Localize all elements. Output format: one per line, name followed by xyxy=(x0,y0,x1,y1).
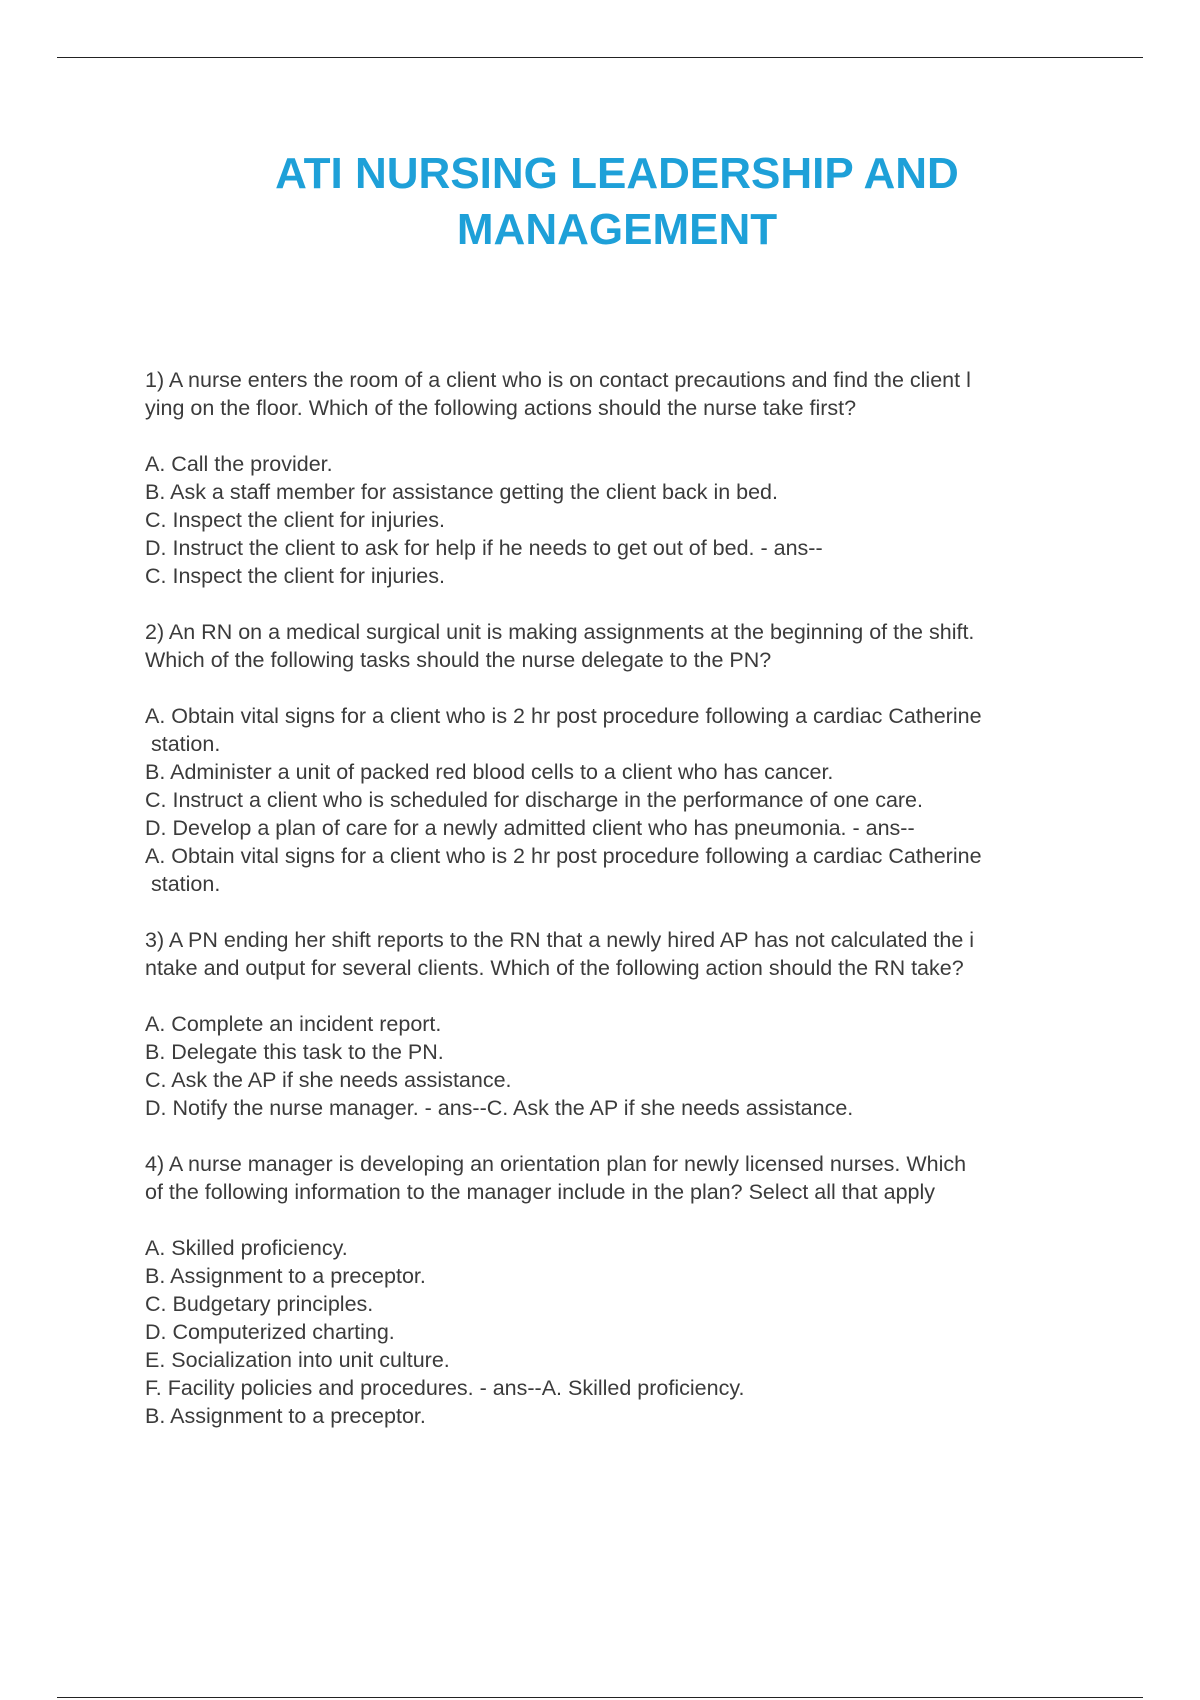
answer-line: C. Instruct a client who is scheduled for discharge in the performance of one care. xyxy=(145,788,923,812)
answer-line: C. Budgetary principles. xyxy=(145,1292,374,1316)
answer-line: B. Assignment to a preceptor. xyxy=(145,1404,426,1428)
question-line: 1) A nurse enters the room of a client who is on contact precautions and find the client l xyxy=(145,368,971,392)
answer-line: D. Instruct the client to ask for help if he needs to get out of bed. - ans-- xyxy=(145,536,823,560)
bottom-rule xyxy=(57,1697,1143,1698)
answer-line: C. Inspect the client for injuries. xyxy=(145,564,445,588)
question-4-text xyxy=(145,1150,1095,1206)
answer-line: A. Complete an incident report. xyxy=(145,1012,442,1036)
question-2-text xyxy=(145,618,1095,674)
answer-line: B. Delegate this task to the PN. xyxy=(145,1040,444,1064)
question-line: of the following information to the manager include in the plan? Select all that apply xyxy=(145,1180,936,1204)
question-4-answers xyxy=(145,1234,1095,1430)
question-1-text xyxy=(145,366,1095,422)
question-line: Which of the following tasks should the nurse delegate to the PN? xyxy=(145,648,772,672)
answer-line: C. Ask the AP if she needs assistance. xyxy=(145,1068,512,1092)
question-line: ying on the floor. Which of the following actions should the nurse take first? xyxy=(145,396,857,420)
question-line: ntake and output for several clients. Which of the following action should the RN take? xyxy=(145,956,964,980)
top-rule xyxy=(57,57,1143,58)
answer-line: B. Ask a staff member for assistance getting the client back in bed. xyxy=(145,480,778,504)
answer-line: A. Obtain vital signs for a client who is 2 hr post procedure following a cardiac Catherine xyxy=(145,704,982,728)
answer-line: B. Administer a unit of packed red blood cells to a client who has cancer. xyxy=(145,760,834,784)
answer-line: F. Facility policies and procedures. - ans--A. Skilled proficiency. xyxy=(145,1376,745,1400)
title-line-1: ATI NURSING LEADERSHIP AND xyxy=(275,149,959,198)
question-3-answers xyxy=(145,1010,1095,1122)
answer-line: A. Obtain vital signs for a client who is 2 hr post procedure following a cardiac Catherine xyxy=(145,844,982,868)
answer-line: D. Develop a plan of care for a newly admitted client who has pneumonia. - ans-- xyxy=(145,816,915,840)
question-line: 4) A nurse manager is developing an orientation plan for newly licensed nurses. Which xyxy=(145,1152,967,1176)
answer-line: A. Call the provider. xyxy=(145,452,333,476)
answer-line: station. xyxy=(145,732,221,756)
answer-line: station. xyxy=(145,872,221,896)
document-body xyxy=(145,366,1095,1458)
answer-line: B. Assignment to a preceptor. xyxy=(145,1264,426,1288)
document-title xyxy=(0,146,1200,258)
answer-line: D. Notify the nurse manager. - ans--C. Ask the AP if she needs assistance. xyxy=(145,1096,854,1120)
answer-line: A. Skilled proficiency. xyxy=(145,1236,348,1260)
answer-line: C. Inspect the client for injuries. xyxy=(145,508,445,532)
question-line: 2) An RN on a medical surgical unit is making assignments at the beginning of the shift. xyxy=(145,620,975,644)
answer-line: D. Computerized charting. xyxy=(145,1320,395,1344)
question-2-answers xyxy=(145,702,1095,898)
question-1-answers xyxy=(145,450,1095,590)
answer-line: E. Socialization into unit culture. xyxy=(145,1348,450,1372)
title-line-2: MANAGEMENT xyxy=(456,205,778,254)
question-line: 3) A PN ending her shift reports to the RN that a newly hired AP has not calculated the i xyxy=(145,928,975,952)
question-3-text xyxy=(145,926,1095,982)
